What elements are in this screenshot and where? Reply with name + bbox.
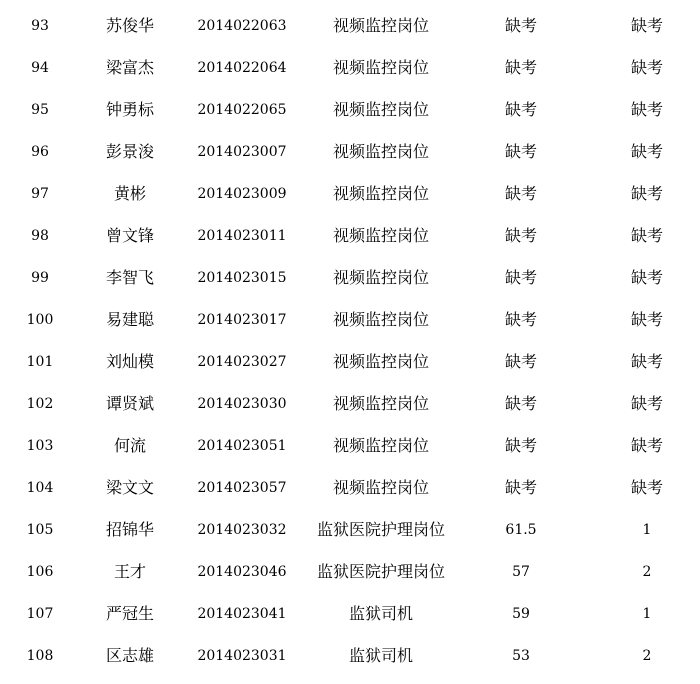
row-number: 103 bbox=[26, 438, 54, 454]
table-row bbox=[0, 299, 700, 341]
position: 视频监控岗位 bbox=[332, 184, 429, 203]
candidate-name: 彭景浚 bbox=[105, 142, 154, 161]
row-number: 102 bbox=[26, 396, 54, 412]
table-row bbox=[0, 89, 700, 131]
table-row bbox=[0, 5, 700, 47]
row-number: 106 bbox=[26, 564, 54, 580]
position: 视频监控岗位 bbox=[332, 394, 429, 413]
candidate-name: 曾文锋 bbox=[105, 226, 154, 245]
score: 缺考 bbox=[504, 184, 537, 203]
candidate-name: 王才 bbox=[113, 562, 146, 581]
score: 缺考 bbox=[504, 478, 537, 497]
table-row bbox=[0, 383, 700, 425]
position: 视频监控岗位 bbox=[332, 436, 429, 455]
table-row bbox=[0, 551, 700, 593]
score: 缺考 bbox=[504, 226, 537, 245]
exam-id: 2014023032 bbox=[197, 522, 287, 538]
row-number: 104 bbox=[26, 480, 54, 496]
row-number: 101 bbox=[26, 354, 54, 370]
table-row bbox=[0, 215, 700, 257]
row-number: 99 bbox=[31, 270, 49, 286]
candidate-name: 李智飞 bbox=[105, 268, 154, 287]
score: 缺考 bbox=[504, 436, 537, 455]
candidate-name: 梁富杰 bbox=[105, 58, 154, 77]
candidate-name: 刘灿模 bbox=[105, 352, 154, 371]
table-row bbox=[0, 257, 700, 299]
exam-id: 2014023031 bbox=[197, 648, 287, 664]
candidate-name: 招锦华 bbox=[105, 520, 154, 539]
exam-id: 2014023051 bbox=[197, 438, 287, 454]
score: 缺考 bbox=[504, 352, 537, 371]
score: 61.5 bbox=[505, 522, 537, 538]
table-row bbox=[0, 467, 700, 509]
score: 缺考 bbox=[504, 142, 537, 161]
rank: 缺考 bbox=[630, 478, 663, 497]
row-number: 94 bbox=[31, 60, 49, 76]
rank: 1 bbox=[642, 606, 652, 622]
score: 缺考 bbox=[504, 16, 537, 35]
table-row bbox=[0, 47, 700, 89]
position: 视频监控岗位 bbox=[332, 478, 429, 497]
rank: 2 bbox=[642, 648, 652, 664]
exam-id: 2014023046 bbox=[197, 564, 287, 580]
exam-id: 2014022064 bbox=[197, 60, 287, 76]
position: 监狱医院护理岗位 bbox=[316, 520, 445, 539]
position: 视频监控岗位 bbox=[332, 58, 429, 77]
score: 53 bbox=[512, 648, 530, 664]
rank: 缺考 bbox=[630, 184, 663, 203]
exam-id: 2014023011 bbox=[197, 228, 287, 244]
candidate-name: 易建聪 bbox=[105, 310, 154, 329]
row-number: 93 bbox=[31, 18, 49, 34]
score: 59 bbox=[512, 606, 530, 622]
position: 监狱医院护理岗位 bbox=[316, 562, 445, 581]
rank: 缺考 bbox=[630, 226, 663, 245]
score: 缺考 bbox=[504, 310, 537, 329]
position: 视频监控岗位 bbox=[332, 16, 429, 35]
rank: 缺考 bbox=[630, 268, 663, 287]
table-row bbox=[0, 131, 700, 173]
position: 监狱司机 bbox=[348, 604, 413, 623]
candidate-name: 区志雄 bbox=[105, 646, 154, 665]
rank: 缺考 bbox=[630, 58, 663, 77]
position: 视频监控岗位 bbox=[332, 268, 429, 287]
rank: 2 bbox=[642, 564, 652, 580]
candidate-name: 黄彬 bbox=[113, 184, 146, 203]
row-number: 97 bbox=[31, 186, 49, 202]
score: 缺考 bbox=[504, 268, 537, 287]
rank: 缺考 bbox=[630, 100, 663, 119]
table-row bbox=[0, 635, 700, 677]
candidate-name: 苏俊华 bbox=[105, 16, 154, 35]
row-number: 105 bbox=[26, 522, 54, 538]
exam-id: 2014023009 bbox=[197, 186, 287, 202]
row-number: 108 bbox=[26, 648, 54, 664]
rank: 缺考 bbox=[630, 394, 663, 413]
exam-id: 2014023057 bbox=[197, 480, 287, 496]
candidate-name: 梁文文 bbox=[105, 478, 154, 497]
exam-id: 2014023015 bbox=[197, 270, 287, 286]
rank: 1 bbox=[642, 522, 652, 538]
score: 缺考 bbox=[504, 100, 537, 119]
table-row bbox=[0, 425, 700, 467]
rank: 缺考 bbox=[630, 142, 663, 161]
position: 视频监控岗位 bbox=[332, 142, 429, 161]
table-row bbox=[0, 341, 700, 383]
candidate-name: 严冠生 bbox=[105, 604, 154, 623]
candidate-name: 何流 bbox=[113, 436, 146, 455]
exam-id: 2014023027 bbox=[197, 354, 287, 370]
score: 57 bbox=[512, 564, 530, 580]
score: 缺考 bbox=[504, 394, 537, 413]
exam-id: 2014023017 bbox=[197, 312, 287, 328]
position: 视频监控岗位 bbox=[332, 310, 429, 329]
table-row bbox=[0, 509, 700, 551]
position: 视频监控岗位 bbox=[332, 352, 429, 371]
row-number: 98 bbox=[31, 228, 49, 244]
exam-id: 2014022065 bbox=[197, 102, 287, 118]
row-number: 100 bbox=[26, 312, 54, 328]
exam-id: 2014023041 bbox=[197, 606, 287, 622]
rank: 缺考 bbox=[630, 16, 663, 35]
candidate-name: 钟勇标 bbox=[105, 100, 154, 119]
rank: 缺考 bbox=[630, 352, 663, 371]
exam-id: 2014022063 bbox=[197, 18, 287, 34]
position: 视频监控岗位 bbox=[332, 226, 429, 245]
exam-id: 2014023030 bbox=[197, 396, 287, 412]
row-number: 95 bbox=[31, 102, 49, 118]
row-number: 107 bbox=[26, 606, 54, 622]
exam-id: 2014023007 bbox=[197, 144, 287, 160]
position: 视频监控岗位 bbox=[332, 100, 429, 119]
candidate-name: 谭贤斌 bbox=[105, 394, 154, 413]
position: 监狱司机 bbox=[348, 646, 413, 665]
rank: 缺考 bbox=[630, 310, 663, 329]
table-row bbox=[0, 593, 700, 635]
table-row bbox=[0, 173, 700, 215]
score: 缺考 bbox=[504, 58, 537, 77]
rank: 缺考 bbox=[630, 436, 663, 455]
row-number: 96 bbox=[31, 144, 49, 160]
